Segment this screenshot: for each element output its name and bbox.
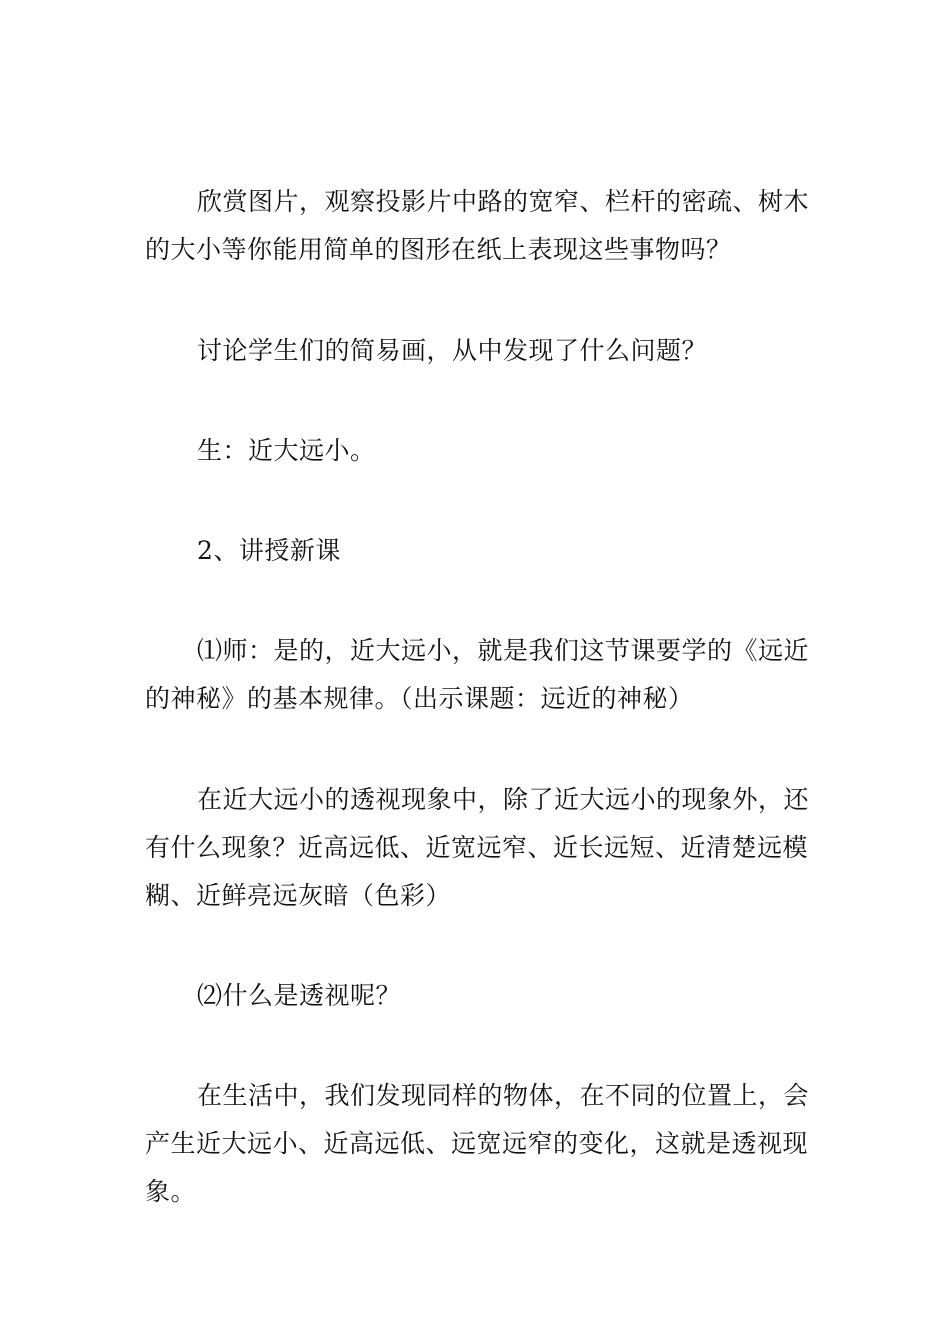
paragraph-appreciate-pictures: 欣赏图片，观察投影片中路的宽窄、栏杆的密疏、树木的大小等你能用简单的图形在纸上表现这些事物吗？ bbox=[145, 187, 810, 264]
paragraph-what-is-perspective: ⑵什么是透视呢？ bbox=[197, 981, 402, 1010]
paragraph-perspective-definition: 在生活中，我们发现同样的物体，在不同的位置上，会产生近大远小、近高远低、远宽远窄的变化，这就是透视现象。 bbox=[145, 1081, 810, 1206]
paragraph-discuss-drawings: 讨论学生们的简易画，从中发现了什么问题？ bbox=[197, 336, 708, 365]
paragraph-teacher-intro: ⑴师：是的，近大远小，就是我们这节课要学的《远近的神秘》的基本规律。（出示课题：远近的神秘） bbox=[145, 636, 810, 713]
paragraph-student-answer: 生：近大远小。 bbox=[197, 436, 376, 465]
paragraph-perspective-phenomena: 在近大远小的透视现象中，除了近大远小的现象外，还有什么现象？近高远低、近宽远窄、近长远短、近清楚远模糊、近鲜亮远灰暗（色彩） bbox=[145, 785, 810, 910]
section-heading-new-lesson: 2、讲授新课 bbox=[197, 536, 341, 565]
